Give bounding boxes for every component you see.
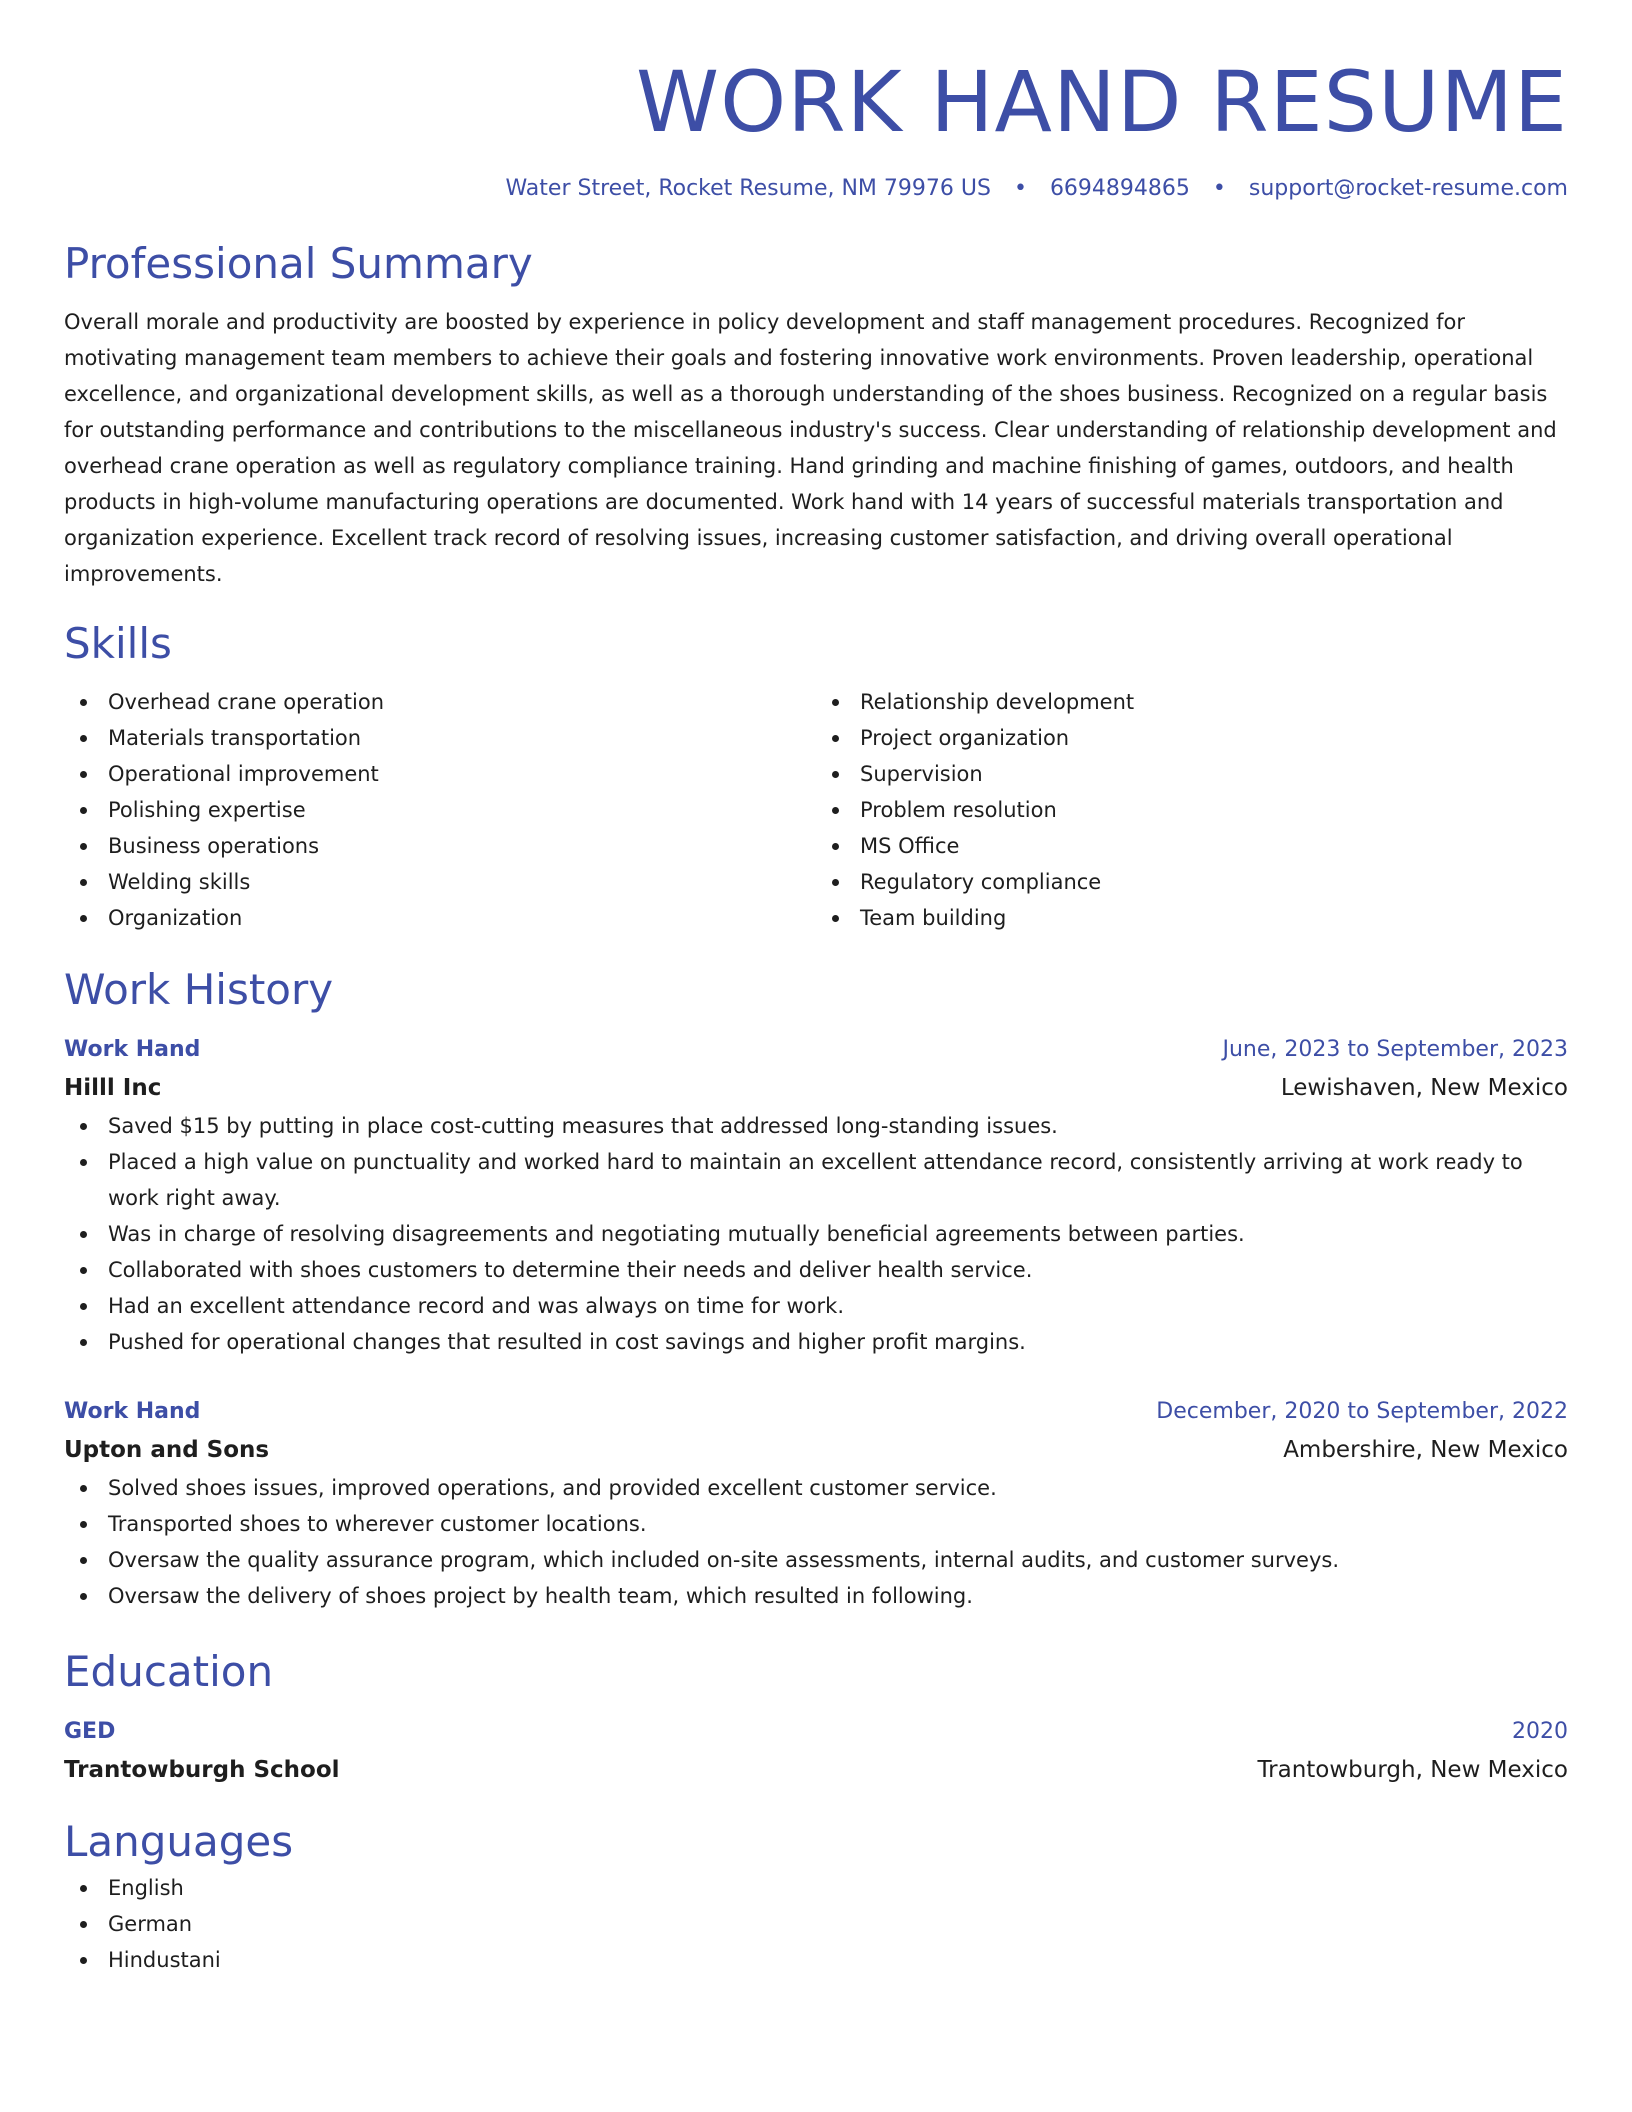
skills-columns	[64, 684, 1568, 936]
job-bullet: Saved $15 by putting in place cost-cutting measures that addressed long-standing issues.	[64, 1108, 1568, 1144]
summary-heading: Professional Summary	[64, 239, 533, 288]
skill-item: MS Office	[816, 828, 1568, 864]
job-role: Work Hand	[64, 1037, 201, 1062]
skill-item: Operational improvement	[64, 756, 816, 792]
contact-separator: •	[1212, 176, 1226, 201]
education-year: 2020	[1512, 1719, 1568, 1744]
skills-heading: Skills	[64, 619, 172, 668]
job-location: Lewishaven, New Mexico	[1280, 1075, 1568, 1101]
education-degree: GED	[64, 1719, 116, 1744]
skill-item: Project organization	[816, 720, 1568, 756]
resume-name: WORK HAND RESUME	[636, 53, 1568, 151]
skill-item: Polishing expertise	[64, 792, 816, 828]
job-bullet: Oversaw the quality assurance program, which included on-site assessments, internal audits, and customer surveys.	[64, 1542, 1568, 1578]
summary-text: Overall morale and productivity are boosted by experience in policy development and staff management procedures. Recognized for motivating management team members to achieve their goals and fostering innovative work environments. Proven leadership, operational excellence, and organizational development skills, as well as a thorough understanding of the shoes business. Recognized on a regular basis for outstanding performance and contributions to the miscellaneous industry's success. Clear understanding of relationship development and overhead crane operation as well as regulatory compliance training. Hand grinding and machine finishing of games, outdoors, and health products in high-volume manufacturing operations are documented. Work hand with 14 years of successful materials transportation and organization experience. Excellent track record of resolving issues, increasing customer satisfaction, and driving overall operational improvements.	[64, 310, 1557, 586]
job-company-row	[64, 1430, 1568, 1470]
skill-item: Business operations	[64, 828, 816, 864]
skill-item: Regulatory compliance	[816, 864, 1568, 900]
job-company: Upton and Sons	[64, 1437, 270, 1463]
skills-list-right	[816, 684, 1568, 936]
language-item: German	[64, 1906, 1568, 1942]
job-company-row	[64, 1068, 1568, 1108]
contact-email: support@rocket-resume.com	[1248, 176, 1568, 201]
education-school: Trantowburgh School	[64, 1757, 340, 1783]
skill-item: Problem resolution	[816, 792, 1568, 828]
job-bullet-list	[64, 1470, 1568, 1614]
job-dates: December, 2020 to September, 2022	[1156, 1399, 1568, 1424]
job-bullet: Was in charge of resolving disagreements and negotiating mutually beneficial agreements between parties.	[64, 1216, 1568, 1252]
skill-item: Team building	[816, 900, 1568, 936]
job-bullet: Collaborated with shoes customers to determine their needs and deliver health service.	[64, 1252, 1568, 1288]
contact-separator: •	[1013, 176, 1027, 201]
languages-list	[64, 1870, 1568, 1978]
education-heading: Education	[64, 1647, 274, 1696]
job-header-row	[64, 1394, 1568, 1430]
job-bullet: Oversaw the delivery of shoes project by health team, which resulted in following.	[64, 1578, 1568, 1614]
education-header-row	[64, 1714, 1568, 1750]
job-entry	[64, 1394, 1568, 1614]
contact-phone: 6694894865	[1049, 176, 1190, 201]
education-location: Trantowburgh, New Mexico	[1257, 1757, 1568, 1783]
job-company: Hilll Inc	[64, 1075, 162, 1101]
skill-item: Organization	[64, 900, 816, 936]
skills-list-left	[64, 684, 816, 936]
job-role: Work Hand	[64, 1399, 201, 1424]
skill-item: Overhead crane operation	[64, 684, 816, 720]
job-bullet: Had an excellent attendance record and was always on time for work.	[64, 1288, 1568, 1324]
job-bullet: Solved shoes issues, improved operations, and provided excellent customer service.	[64, 1470, 1568, 1506]
job-entry	[64, 1032, 1568, 1360]
contact-line	[64, 172, 1568, 206]
education-entry	[64, 1714, 1568, 1790]
skill-item: Materials transportation	[64, 720, 816, 756]
job-bullet: Placed a high value on punctuality and worked hard to maintain an excellent attendance record, consistently arriving at work ready to work right away.	[64, 1144, 1568, 1216]
language-item: Hindustani	[64, 1942, 1568, 1978]
job-dates: June, 2023 to September, 2023	[1222, 1037, 1568, 1062]
languages-heading: Languages	[64, 1817, 294, 1866]
job-header-row	[64, 1032, 1568, 1068]
job-location: Ambershire, New Mexico	[1283, 1437, 1568, 1463]
contact-address: Water Street, Rocket Resume, NM 79976 US	[505, 176, 991, 201]
skill-item: Relationship development	[816, 684, 1568, 720]
work-history-heading: Work History	[64, 965, 334, 1014]
job-bullet: Pushed for operational changes that resulted in cost savings and higher profit margins.	[64, 1324, 1568, 1360]
skill-item: Supervision	[816, 756, 1568, 792]
resume-page	[64, 0, 1568, 1978]
education-school-row	[64, 1750, 1568, 1790]
language-item: English	[64, 1870, 1568, 1906]
skill-item: Welding skills	[64, 864, 816, 900]
job-bullet: Transported shoes to wherever customer locations.	[64, 1506, 1568, 1542]
job-bullet-list	[64, 1108, 1568, 1360]
